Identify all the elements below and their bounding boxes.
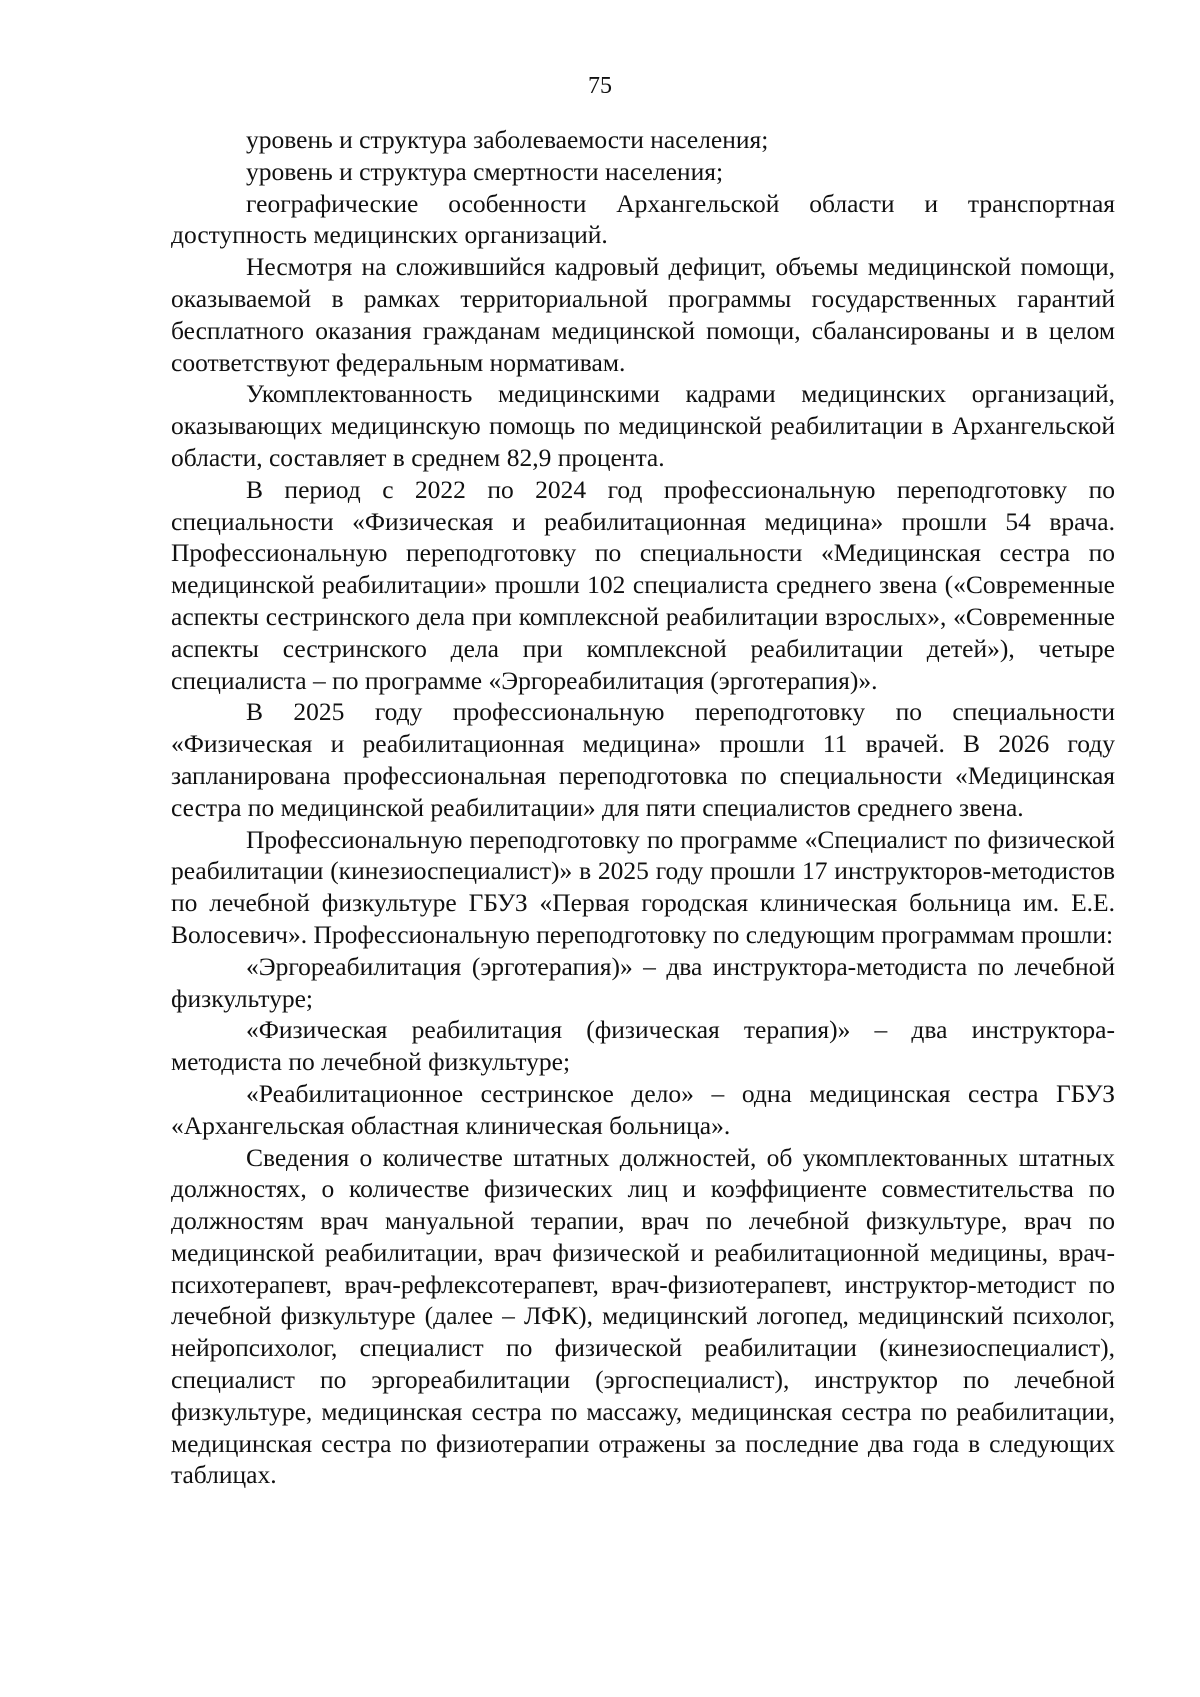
- paragraph-morbidity: уровень и структура заболеваемости населения;: [246, 125, 769, 154]
- list-item-ergo-rehabilitation: «Эргореабилитация (эрготерапия)» – два инструктора-методиста по лечебной физкультуре;: [171, 951, 1115, 1013]
- paragraph-mortality: уровень и структура смертности населения;: [246, 156, 724, 186]
- paragraph-staffing-level: Укомплектованность медицинскими кадрами медицинских организаций, оказывающих медицинскую помощь по медицинской реабилитации в Архангельской области, составляет в среднем 82,9 процента.: [171, 379, 1115, 472]
- list-item-nursing-rehabilitation: «Реабилитационное сестринское дело» – одна медицинская сестра ГБУЗ «Архангельская областная клиническая больница».: [171, 1078, 1115, 1140]
- list-item-physical-rehabilitation: «Физическая реабилитация (физическая терапия)» – два инструктора-методиста по лечебной физкультуре;: [171, 1015, 1115, 1077]
- paragraph-staffing-tables-intro: Сведения о количестве штатных должностей, об укомплектованных штатных должностях, о количестве физических лиц и коэффициенте совместительства по должностям врач мануальной терапии, врач по лечебной физкультуре, врач по медицинской реабилитации, врач физической и реабилитационной медицины, врач-психотерапевт, врач-рефлексотерапевт, врач-физиотерапевт, инструктор-методист по лечебной физкультуре (далее – ЛФК), медицинский логопед, медицинский психолог, нейропсихолог, специалист по физической реабилитации (кинезиоспециалист), специалист по эргореабилитации (эргоспециалист), инструктор по лечебной физкультуре, медицинская сестра по массажу, медицинская сестра по реабилитации, медицинская сестра по физиотерапии отражены за последние два года в следующих таблицах.: [171, 1142, 1115, 1490]
- paragraph-staff-deficit: Несмотря на сложившийся кадровый дефицит, объемы медицинской помощи, оказываемой в рамках территориальной программы государственных гарантий бесплатного оказания гражданам медицинской помощи, сбалансированы и в целом соответствуют федеральным нормативам.: [171, 252, 1115, 377]
- paragraph-kinesio-specialist: Профессиональную переподготовку по программе «Специалист по физической реабилитации (кинезиоспециалист)» в 2025 году прошли 17 инструкторов-методистов по лечебной физкультуре ГБУЗ «Первая городская клиническая больница им. Е.Е. Волосевич». Профессиональную переподготовку по следующим программам прошли:: [171, 824, 1115, 949]
- paragraph-retraining-2022-2024: В период с 2022 по 2024 год профессиональную переподготовку по специальности «Физическая и реабилитационная медицина» прошли 54 врача. Профессиональную переподготовку по специальности «Медицинская сестра по медицинской реабилитации» прошли 102 специалиста среднего звена («Современные аспекты сестринского дела при комплексной реабилитации взрослых», «Современные аспекты сестринского дела при комплексной реабилитации детей»), четыре специалиста – по программе «Эргореабилитация (эрготерапия)».: [171, 474, 1115, 695]
- paragraph-geography: географические особенности Архангельской области и транспортная доступность медицинских организаций.: [171, 188, 1115, 250]
- page-number: 75: [588, 73, 612, 99]
- paragraph-retraining-2025: В 2025 году профессиональную переподготовку по специальности «Физическая и реабилитационная медицина» прошли 11 врачей. В 2026 году запланирована профессиональная переподготовка по специальности «Медицинская сестра по медицинской реабилитации» для пяти специалистов среднего звена.: [171, 697, 1115, 822]
- document-body: [171, 124, 1115, 1491]
